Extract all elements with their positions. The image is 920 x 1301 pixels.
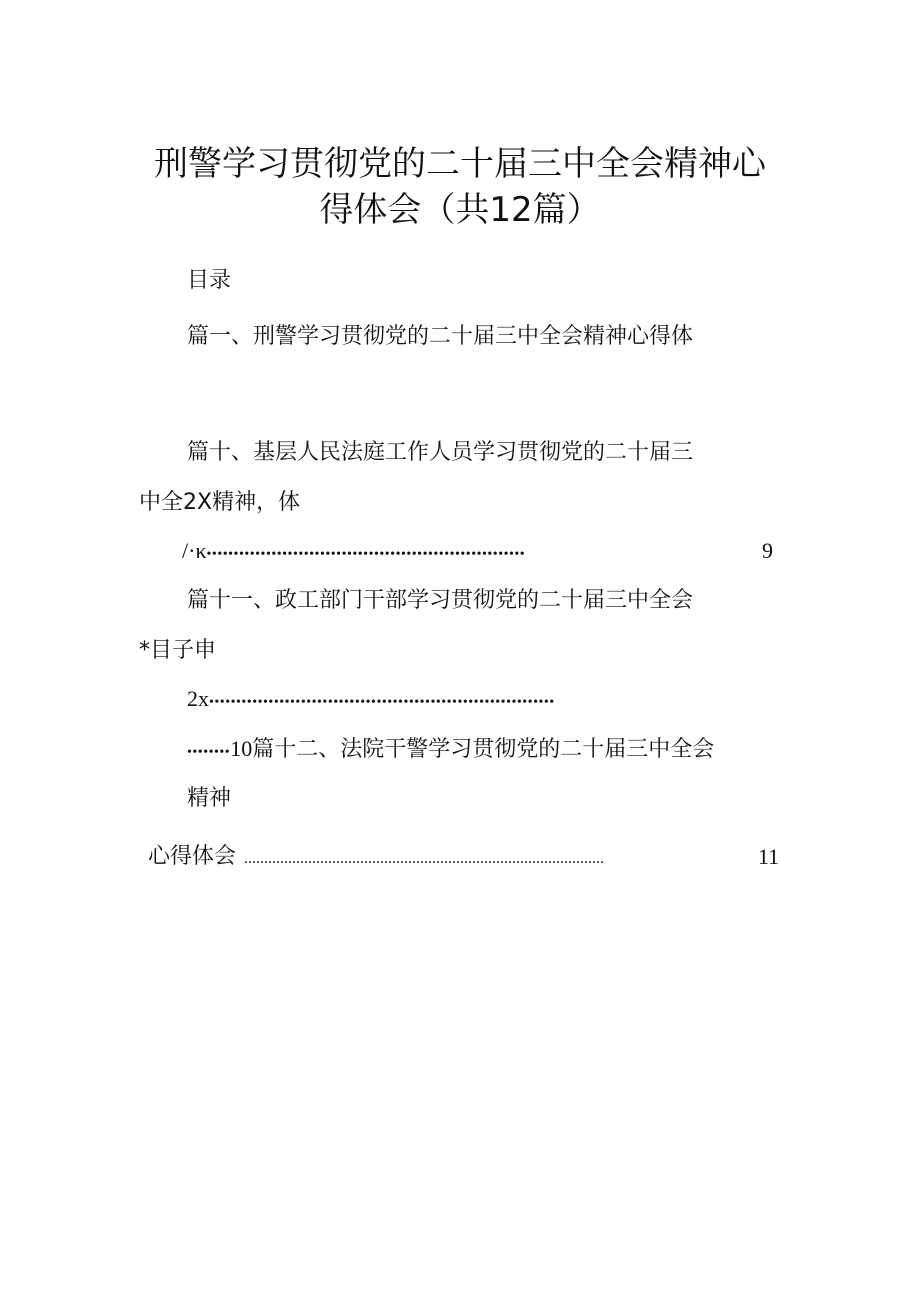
toc-entry-12-page-number: 11	[758, 844, 780, 869]
toc-entry-10-leader	[182, 536, 782, 570]
toc-entry-11-leader-dots: ••••••••••••••••••••••••••••••••••••••••••••••••••••••••••••••••	[209, 695, 555, 710]
toc-heading: 目录	[187, 268, 232, 293]
toc-entry-11-tail-dots: ••••••••	[187, 745, 231, 760]
toc-entry-12-leader-dots: ..........................................................................................	[244, 850, 604, 867]
toc-entry-11-line-2: *目子申	[139, 638, 217, 663]
toc-entry-10-leader-prefix: /·κ	[182, 538, 207, 563]
toc-entry-10-line-1[interactable]: 篇十、基层人民法庭工作人员学习贯彻党的二十届三	[187, 440, 694, 465]
toc-entry-11-leader-prefix: 2x	[187, 686, 209, 711]
toc-entry-12-leader	[244, 842, 756, 874]
toc-entry-11-line-1[interactable]: 篇十一、政工部门干部学习贯彻党的二十届三中全会	[187, 588, 694, 613]
document-title-line-1: 刑警学习贯彻党的二十届三中全会精神心	[154, 144, 766, 184]
toc-entry-10-page-number: 9	[762, 538, 773, 563]
document-title-line-2: 得体会（共12篇）	[319, 190, 601, 230]
toc-entry-10-line-2[interactable]	[139, 488, 300, 518]
toc-entry-10-leader-dots: •••••••••••••••••••••••••••••••••••••••••••••••••••••••••••	[206, 547, 526, 562]
toc-entry-11-page-number: 10	[230, 736, 253, 761]
toc-entry-12-line-1: 篇十二、法院干警学习贯彻党的二十届三中全会	[252, 737, 715, 762]
toc-entry-12-line-2: 精神	[187, 786, 232, 811]
toc-entry-1[interactable]: 篇一、刑警学习贯彻党的二十届三中全会精神心得体	[187, 324, 694, 349]
toc-entry-10-continuation: 中全2X精神，体	[139, 490, 301, 515]
toc-entry-11-12-combined-line[interactable]	[187, 734, 714, 768]
toc-entry-12-line-3: 心得体会	[148, 844, 237, 869]
toc-entry-11-leader	[187, 684, 787, 718]
